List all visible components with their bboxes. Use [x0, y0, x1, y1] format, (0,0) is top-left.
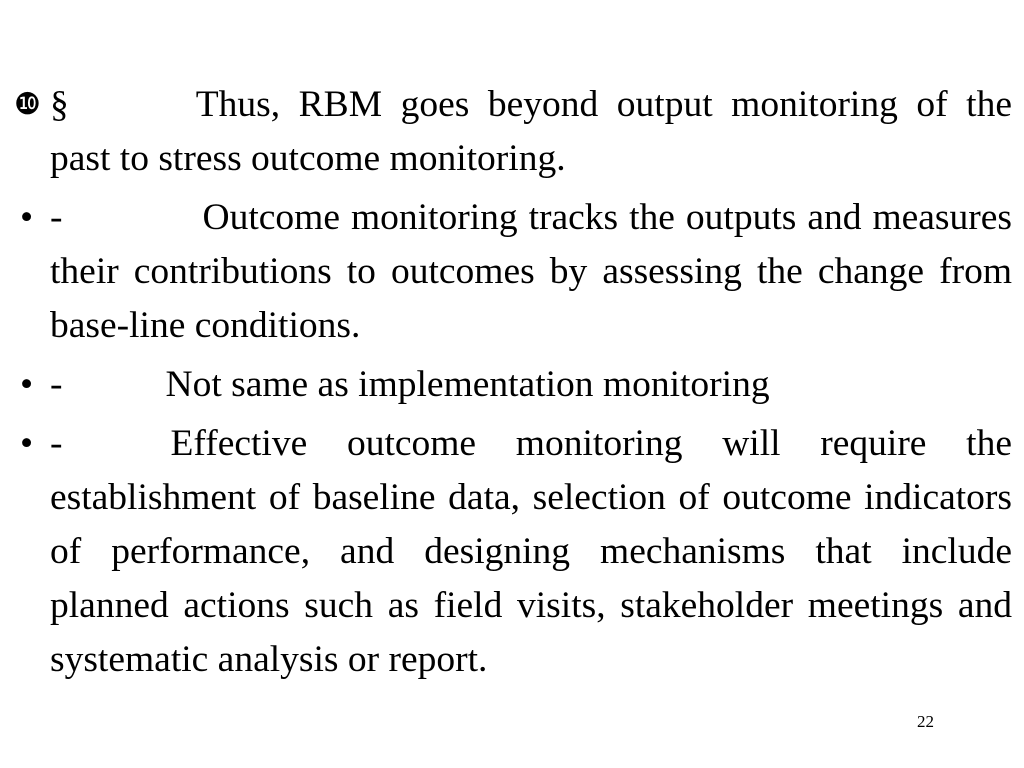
bullet-dot-icon: •: [20, 423, 34, 464]
bullet-text: Thus, RBM goes beyond output monitoring of the past to stress outcome monitoring.: [50, 84, 1012, 179]
bullet-lead-symbol: -: [50, 197, 63, 238]
bullet-text: Effective outcome monitoring will require the establishment of baseline data, selection of outcome indicators of performance, and designing mechanisms that include planned actions such as field visits, stakeholder meetings and systematic analysis or report.: [50, 423, 1012, 680]
bullet-item: [14, 358, 1012, 412]
bullet-dot-icon: •: [20, 197, 34, 238]
bullet-text: Not same as implementation monitoring: [165, 364, 770, 405]
bullet-list: [14, 78, 1012, 692]
bullet-item: [14, 78, 1012, 186]
bullet-lead-symbol: -: [50, 423, 63, 464]
page-number: 22: [917, 712, 934, 731]
bullet-lead-symbol: -: [50, 364, 63, 405]
bullet-dot-icon: •: [20, 364, 34, 405]
bullet-text: Outcome monitoring tracks the outputs and measures their contributions to outcomes by assessing the change from base-line conditions.: [50, 197, 1012, 346]
bullet-item: [14, 417, 1012, 687]
circled-number-ten-icon: ❿: [14, 87, 41, 122]
bullet-item: [14, 191, 1012, 353]
bullet-lead-symbol: §: [50, 84, 69, 125]
